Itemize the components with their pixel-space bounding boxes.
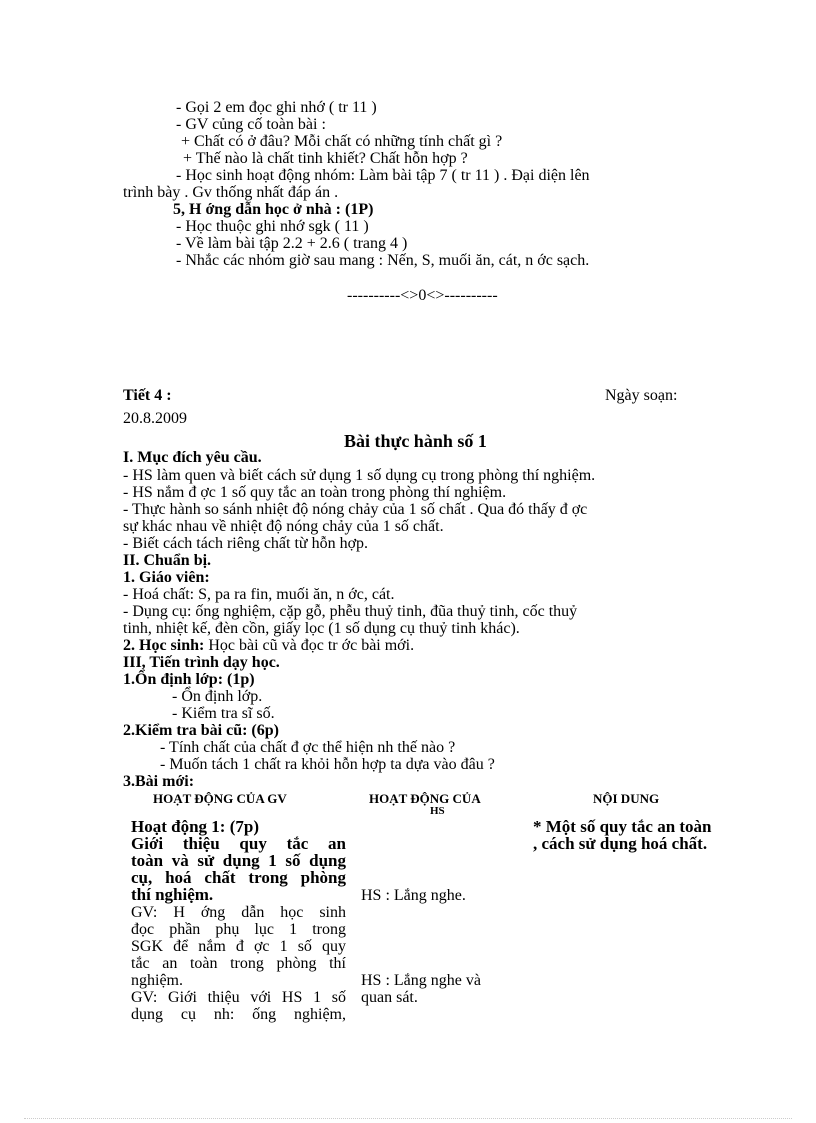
gv-text-line: đọc phần phụ lục 1 trong	[131, 921, 346, 938]
subsection-heading: 3.Bài mới:	[123, 773, 195, 790]
text-line: - GV củng cố toàn bài :	[176, 116, 326, 133]
content-text-line: * Một số quy tắc an toàn	[533, 817, 712, 836]
table-header-gv: HOẠT ĐỘNG CỦA GV	[153, 791, 287, 806]
text-line: - Về làm bài tập 2.2 + 2.6 ( trang 4 )	[176, 235, 408, 252]
text-line: - Biết cách tách riêng chất từ hỗn hợp.	[123, 535, 369, 552]
text-line: - Tính chất của chất đ ợc thể hiện nh thế nào ?	[160, 739, 456, 756]
text-line: - Nhắc các nhóm giờ sau mang : Nến, S, muối ăn, cát, n ớc sạch.	[176, 252, 590, 269]
text-line	[123, 637, 414, 654]
gv-text-line: nghiệm.	[131, 972, 183, 989]
text-line: - Ổn định lớp.	[172, 688, 263, 705]
subsection-heading: 1.Ổn định lớp: (1p)	[123, 671, 255, 688]
text-line: + Chất có ở đâu? Mỗi chất có những tính chất gì ?	[181, 133, 503, 150]
subsection-heading: 2.Kiểm tra bài cũ: (6p)	[123, 722, 279, 739]
hs-text-line: HS : Lắng nghe.	[361, 887, 466, 904]
hs-text-line: quan sát.	[361, 989, 418, 1006]
separator: ----------<>0<>----------	[347, 287, 498, 304]
subsection-heading: 2. Học sinh:	[123, 637, 205, 654]
gv-text-line: GV: H ớng dẫn học sinh	[131, 904, 346, 921]
text-inline: Học bài cũ và đọc tr ớc bài mới.	[204, 637, 415, 654]
activity-title-line: thí nghiệm.	[131, 885, 214, 904]
section-heading: II. Chuẩn bị.	[123, 552, 212, 569]
table-header-hs-2: HS	[430, 805, 445, 817]
date-value: 20.8.2009	[123, 410, 187, 427]
text-line: - Gọi 2 em đọc ghi nhớ ( tr 11 )	[176, 99, 377, 116]
table-header-hs: HOẠT ĐỘNG CỦA	[369, 791, 481, 806]
section-heading: I. Mục đích yêu cầu.	[123, 449, 262, 466]
subsection-heading: 1. Giáo viên:	[123, 569, 210, 586]
text-line: - Thực hành so sánh nhiệt độ nóng chảy của 1 số chất . Qua đó thấy đ ợc	[123, 501, 588, 518]
section-heading: III, Tiến trình dạy học.	[123, 654, 280, 671]
text-line: sự khác nhau về nhiệt độ nóng chảy của 1 số chất.	[123, 518, 444, 535]
text-line: - Học sinh hoạt động nhóm: Làm bài tập 7 ( tr 11 ) . Đại diện lên	[176, 167, 590, 184]
text-line: trình bày . Gv thống nhất đáp án .	[123, 184, 339, 201]
gv-text-line: dụng cụ nh: ống nghiệm,	[131, 1006, 346, 1023]
text-line: - Kiểm tra sĩ số.	[172, 705, 275, 722]
activity-title-line: toàn và sử dụng 1 số dụng	[131, 851, 346, 870]
text-line: - HS làm quen và biết cách sử dụng 1 số dụng cụ trong phòng thí nghiệm.	[123, 467, 596, 484]
text-line: - Muốn tách 1 chất ra khỏi hỗn hợp ta dựa vào đâu ?	[160, 756, 495, 773]
activity-heading: Hoạt động 1: (7p)	[131, 817, 259, 836]
page-title: Bài thực hành số 1	[344, 431, 487, 451]
page-bottom-border	[24, 1118, 792, 1119]
text-line: + Thế nào là chất tinh khiết? Chất hỗn hợp ?	[183, 150, 468, 167]
lesson-number: Tiết 4 :	[123, 387, 172, 404]
section-heading: 5, H ớng dẫn học ở nhà : (1P)	[173, 201, 374, 218]
gv-text-line: tắc an toàn trong phòng thí	[131, 955, 346, 972]
text-line: - HS nắm đ ợc 1 số quy tắc an toàn trong phòng thí nghiệm.	[123, 484, 507, 501]
hs-text-line: HS : Lắng nghe và	[361, 972, 481, 989]
table-header-content: NỘI DUNG	[593, 791, 660, 806]
activity-title-line: cụ, hoá chất trong phòng	[131, 868, 346, 887]
text-line: tinh, nhiệt kế, đèn cồn, giấy lọc (1 số dụng cụ thuỷ tinh khác).	[123, 620, 520, 637]
content-text-line: , cách sử dụng hoá chất.	[533, 834, 708, 853]
gv-text-line: SGK để nắm đ ợc 1 số quy	[131, 938, 346, 955]
text-line: - Hoá chất: S, pa ra fin, muối ăn, n ớc, cát.	[123, 586, 395, 603]
text-line: - Dụng cụ: ống nghiệm, cặp gỗ, phễu thuỷ tinh, đũa thuỷ tinh, cốc thuỷ	[123, 603, 578, 620]
gv-text-line: GV: Giới thiệu với HS 1 số	[131, 989, 346, 1006]
text-line: - Học thuộc ghi nhớ sgk ( 11 )	[176, 218, 369, 235]
activity-title-line: Giới thiệu quy tắc an	[131, 834, 346, 853]
date-label: Ngày soạn:	[605, 387, 678, 404]
